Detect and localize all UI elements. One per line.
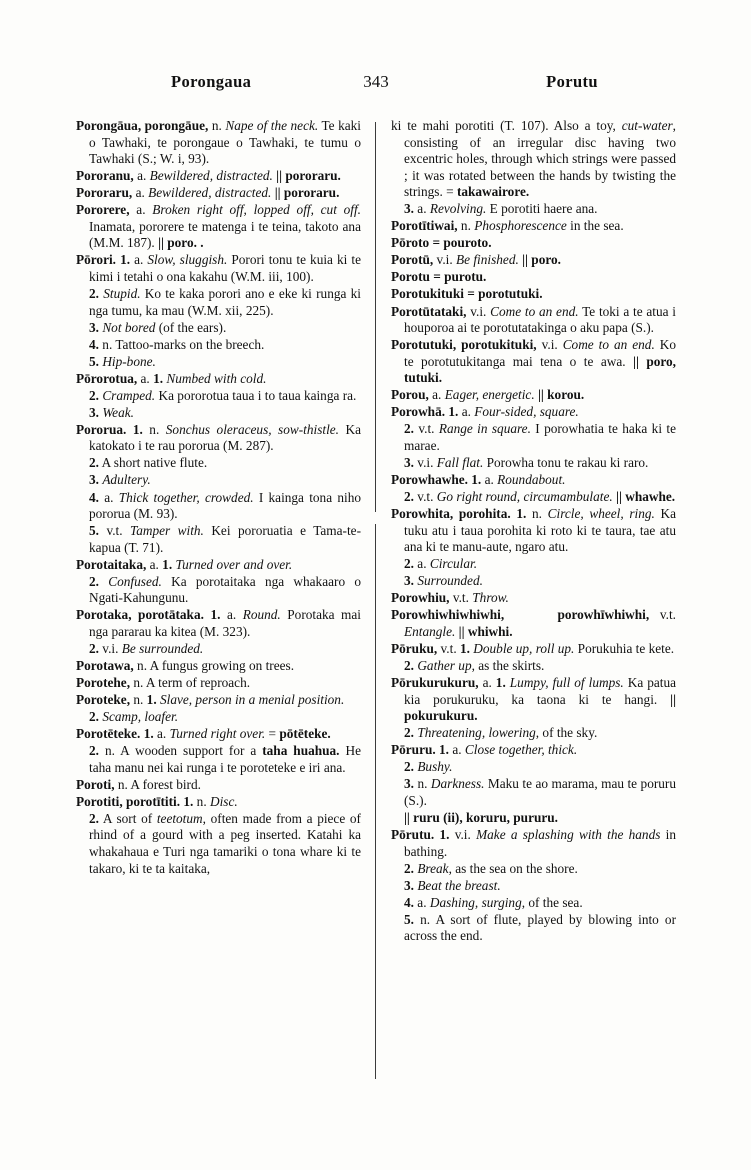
- page-number: 343: [363, 72, 389, 91]
- dictionary-entry: Porowhiwhiwhiwhi, porowhīwhiwhi, v.t. Entangle. || whiwhi.: [391, 607, 676, 639]
- sense-paragraph: 5. v.t. Tamper with. Kei pororuatia e Tama-te-kapua (T. 71).: [89, 523, 361, 555]
- sense-paragraph: 2. Threatening, lowering, of the sky.: [404, 725, 598, 741]
- column-divider-lower: [375, 524, 376, 1079]
- sense-paragraph: 5. n. A sort of flute, played by blowing into or across the end.: [404, 911, 676, 944]
- page-body: [76, 118, 676, 1118]
- dictionary-entry: Porotutuki, porotukituki, v.i. Come to an end. Ko te porotutukitanga mai tena o te awa. || poro, tutuki.: [391, 337, 677, 386]
- sense-paragraph: 3. Not bored (of the ears).: [89, 319, 227, 335]
- sense-paragraph: 3. Adultery.: [89, 472, 151, 488]
- sense-paragraph: 2. A sort of teetotum, often made from a piece of rhind of a gourd with a peg inserted. Katahi ka whakahaua e Turi nga tamariki o tona whare ki te takaro, ki te ta kaitaka,: [89, 810, 361, 876]
- dictionary-entry: Porowhita, porohita. 1. n. Circle, wheel, ring. Ka tuku atu i taua porohita ki roto ki te taura, tae atu ana ki te manu-aute, ngaro atu.: [391, 506, 677, 555]
- sense-paragraph: 2. v.t. Range in square. I porowhatia te haka ki te marae.: [404, 421, 676, 453]
- sense-paragraph: 4. a. Dashing, surging, of the sea.: [404, 894, 583, 910]
- dictionary-entry: Porotēteke. 1. a. Turned right over. = pōtēteke.: [76, 726, 331, 742]
- sense-paragraph: || ruru (ii), koruru, pururu.: [404, 809, 558, 825]
- sense-paragraph: 4. a. Thick together, crowded. I kainga tona niho pororua (M. 93).: [89, 489, 362, 522]
- dictionary-entry: Pōrori. 1. a. Slow, sluggish. Porori tonu te kuia ki te kimi i tetahi o ona kakahu (W.M. iii, 100).: [76, 252, 361, 284]
- dictionary-entry: Pororaru, a. Bewildered, distracted. || pororaru.: [76, 185, 340, 201]
- dictionary-entry: Porotawa, n. A fungus growing on trees.: [76, 658, 295, 673]
- dictionary-entry: Pōrutu. 1. v.i. Make a splashing with the hands in bathing.: [391, 826, 676, 859]
- dictionary-entry: Porotehe, n. A term of reproach.: [76, 675, 251, 691]
- sense-paragraph: 3. a. Revolving. E porotiti haere ana.: [404, 201, 598, 217]
- sense-paragraph: 2. v.i. Be surrounded.: [89, 640, 204, 656]
- dictionary-entry: Porotiti, porotītiti. 1. n. Disc.: [76, 793, 238, 809]
- sense-paragraph: 3. Surrounded.: [404, 573, 483, 589]
- dictionary-entry: Porotukituki = porotutuki.: [391, 286, 543, 302]
- sense-paragraph: 2. Gather up, as the skirts.: [404, 658, 545, 673]
- dictionary-entry: Pōrorotua, a. 1. Numbed with cold.: [76, 370, 267, 386]
- dictionary-entry: Porotū, v.i. Be finished. || poro.: [391, 252, 561, 268]
- column-divider-upper: [375, 122, 376, 512]
- column-left: [76, 118, 361, 878]
- dictionary-entry: Pororere, a. Broken right off, lopped off, cut off. Inamata, pororere te matenga i te teina, takoto ana (M.M. 187). || poro. .: [76, 202, 362, 251]
- dictionary-entry: Poroteke, n. 1. Slave, person in a menial position.: [76, 692, 345, 708]
- page-header: [76, 72, 676, 98]
- dictionary-entry: Pōruku, v.t. 1. Double up, roll up. Porukuhia te kete.: [391, 640, 675, 656]
- sense-paragraph: 3. v.i. Fall flat. Porowha tonu te rakau ki raro.: [404, 454, 649, 470]
- sense-paragraph: 2. Break, as the sea on the shore.: [404, 860, 578, 876]
- sense-paragraph: 3. Beat the breast.: [404, 877, 501, 893]
- dictionary-entry: Porotaitaka, a. 1. Turned over and over.: [76, 556, 293, 572]
- dictionary-entry: Porotītiwai, n. Phosphorescence in the sea.: [391, 218, 624, 234]
- sense-paragraph: 2. Confused. Ka porotaitaka nga whakaaro o Ngati-Kahungunu.: [89, 573, 362, 606]
- dictionary-entry: ki te mahi porotiti (T. 107). Also a toy, cut-water, consisting of an irregular disc having two excentric holes, through which strings were passed ; it was rotated between the hands by twisting the strings. = takawairore.: [391, 118, 676, 200]
- dictionary-entry: Porotūtataki, v.i. Come to an end. Te toki a te atua i houporoa ai te porotutatakinga o aku papa (S.).: [391, 303, 676, 336]
- dictionary-entry: Pōroto = pouroto.: [391, 235, 492, 251]
- sense-paragraph: 2. n. A wooden support for a taha huahua. He taha manu nei kai runga i te poroteteke e iri ana.: [89, 743, 361, 775]
- dictionary-entry: Pōruru. 1. a. Close together, thick.: [391, 742, 578, 758]
- sense-paragraph: 5. Hip-bone.: [89, 353, 156, 369]
- dictionary-entry: Porowhā. 1. a. Four-sided, square.: [391, 404, 579, 420]
- sense-paragraph: 2. Bushy.: [404, 759, 453, 775]
- dictionary-entry: Porowhiu, v.t. Throw.: [391, 590, 509, 606]
- dictionary-entry: Poroti, n. A forest bird.: [76, 776, 201, 792]
- sense-paragraph: 4. n. Tattoo-marks on the breech.: [89, 336, 265, 352]
- sense-paragraph: 2. Cramped. Ka pororotua taua i to taua kainga ra.: [89, 387, 357, 403]
- dictionary-entry: Porowhawhe. 1. a. Roundabout.: [391, 471, 566, 487]
- sense-paragraph: 3. Weak.: [89, 404, 134, 420]
- sense-paragraph: 3. n. Darkness. Maku te ao marama, mau te poruru (S.).: [404, 776, 676, 808]
- running-head-right: Porutu: [546, 72, 598, 91]
- column-right: [391, 118, 676, 945]
- dictionary-entry: Pōrukurukuru, a. 1. Lumpy, full of lumps. Ka patua kia porukuruku, ka taona ki te hangi. || pokurukuru.: [391, 675, 677, 724]
- sense-paragraph: 2. v.t. Go right round, circumambulate. || whawhe.: [404, 489, 676, 505]
- sense-paragraph: 2. Scamp, loafer.: [89, 709, 179, 725]
- sense-paragraph: 2. a. Circular.: [404, 556, 478, 572]
- dictionary-entry: Porotaka, porotātaka. 1. a. Round. Porotaka mai nga pararau ka kitea (M. 323).: [76, 607, 361, 639]
- dictionary-entry: Pororanu, a. Bewildered, distracted. || pororaru.: [76, 168, 341, 184]
- running-head-left: Porongaua: [171, 72, 252, 91]
- dictionary-entry: Porou, a. Eager, energetic. || korou.: [391, 387, 585, 403]
- dictionary-entry: Porotu = purotu.: [391, 269, 487, 285]
- dictionary-entry: Pororua. 1. n. Sonchus oleraceus, sow-thistle. Ka katokato i te rau pororua (M. 287).: [76, 421, 361, 454]
- sense-paragraph: 2. A short native flute.: [89, 455, 208, 471]
- dictionary-entry: Porongāua, porongāue, n. Nape of the neck. Te kaki o Tawhaki, te porongaue o Tawhaki, te tumu o Tawhaki (S.; W. i, 93).: [76, 118, 361, 167]
- sense-paragraph: 2. Stupid. Ko te kaka porori ano e eke ki runga ki nga tumu, ka mau (W.M. xii, 225).: [89, 285, 361, 318]
